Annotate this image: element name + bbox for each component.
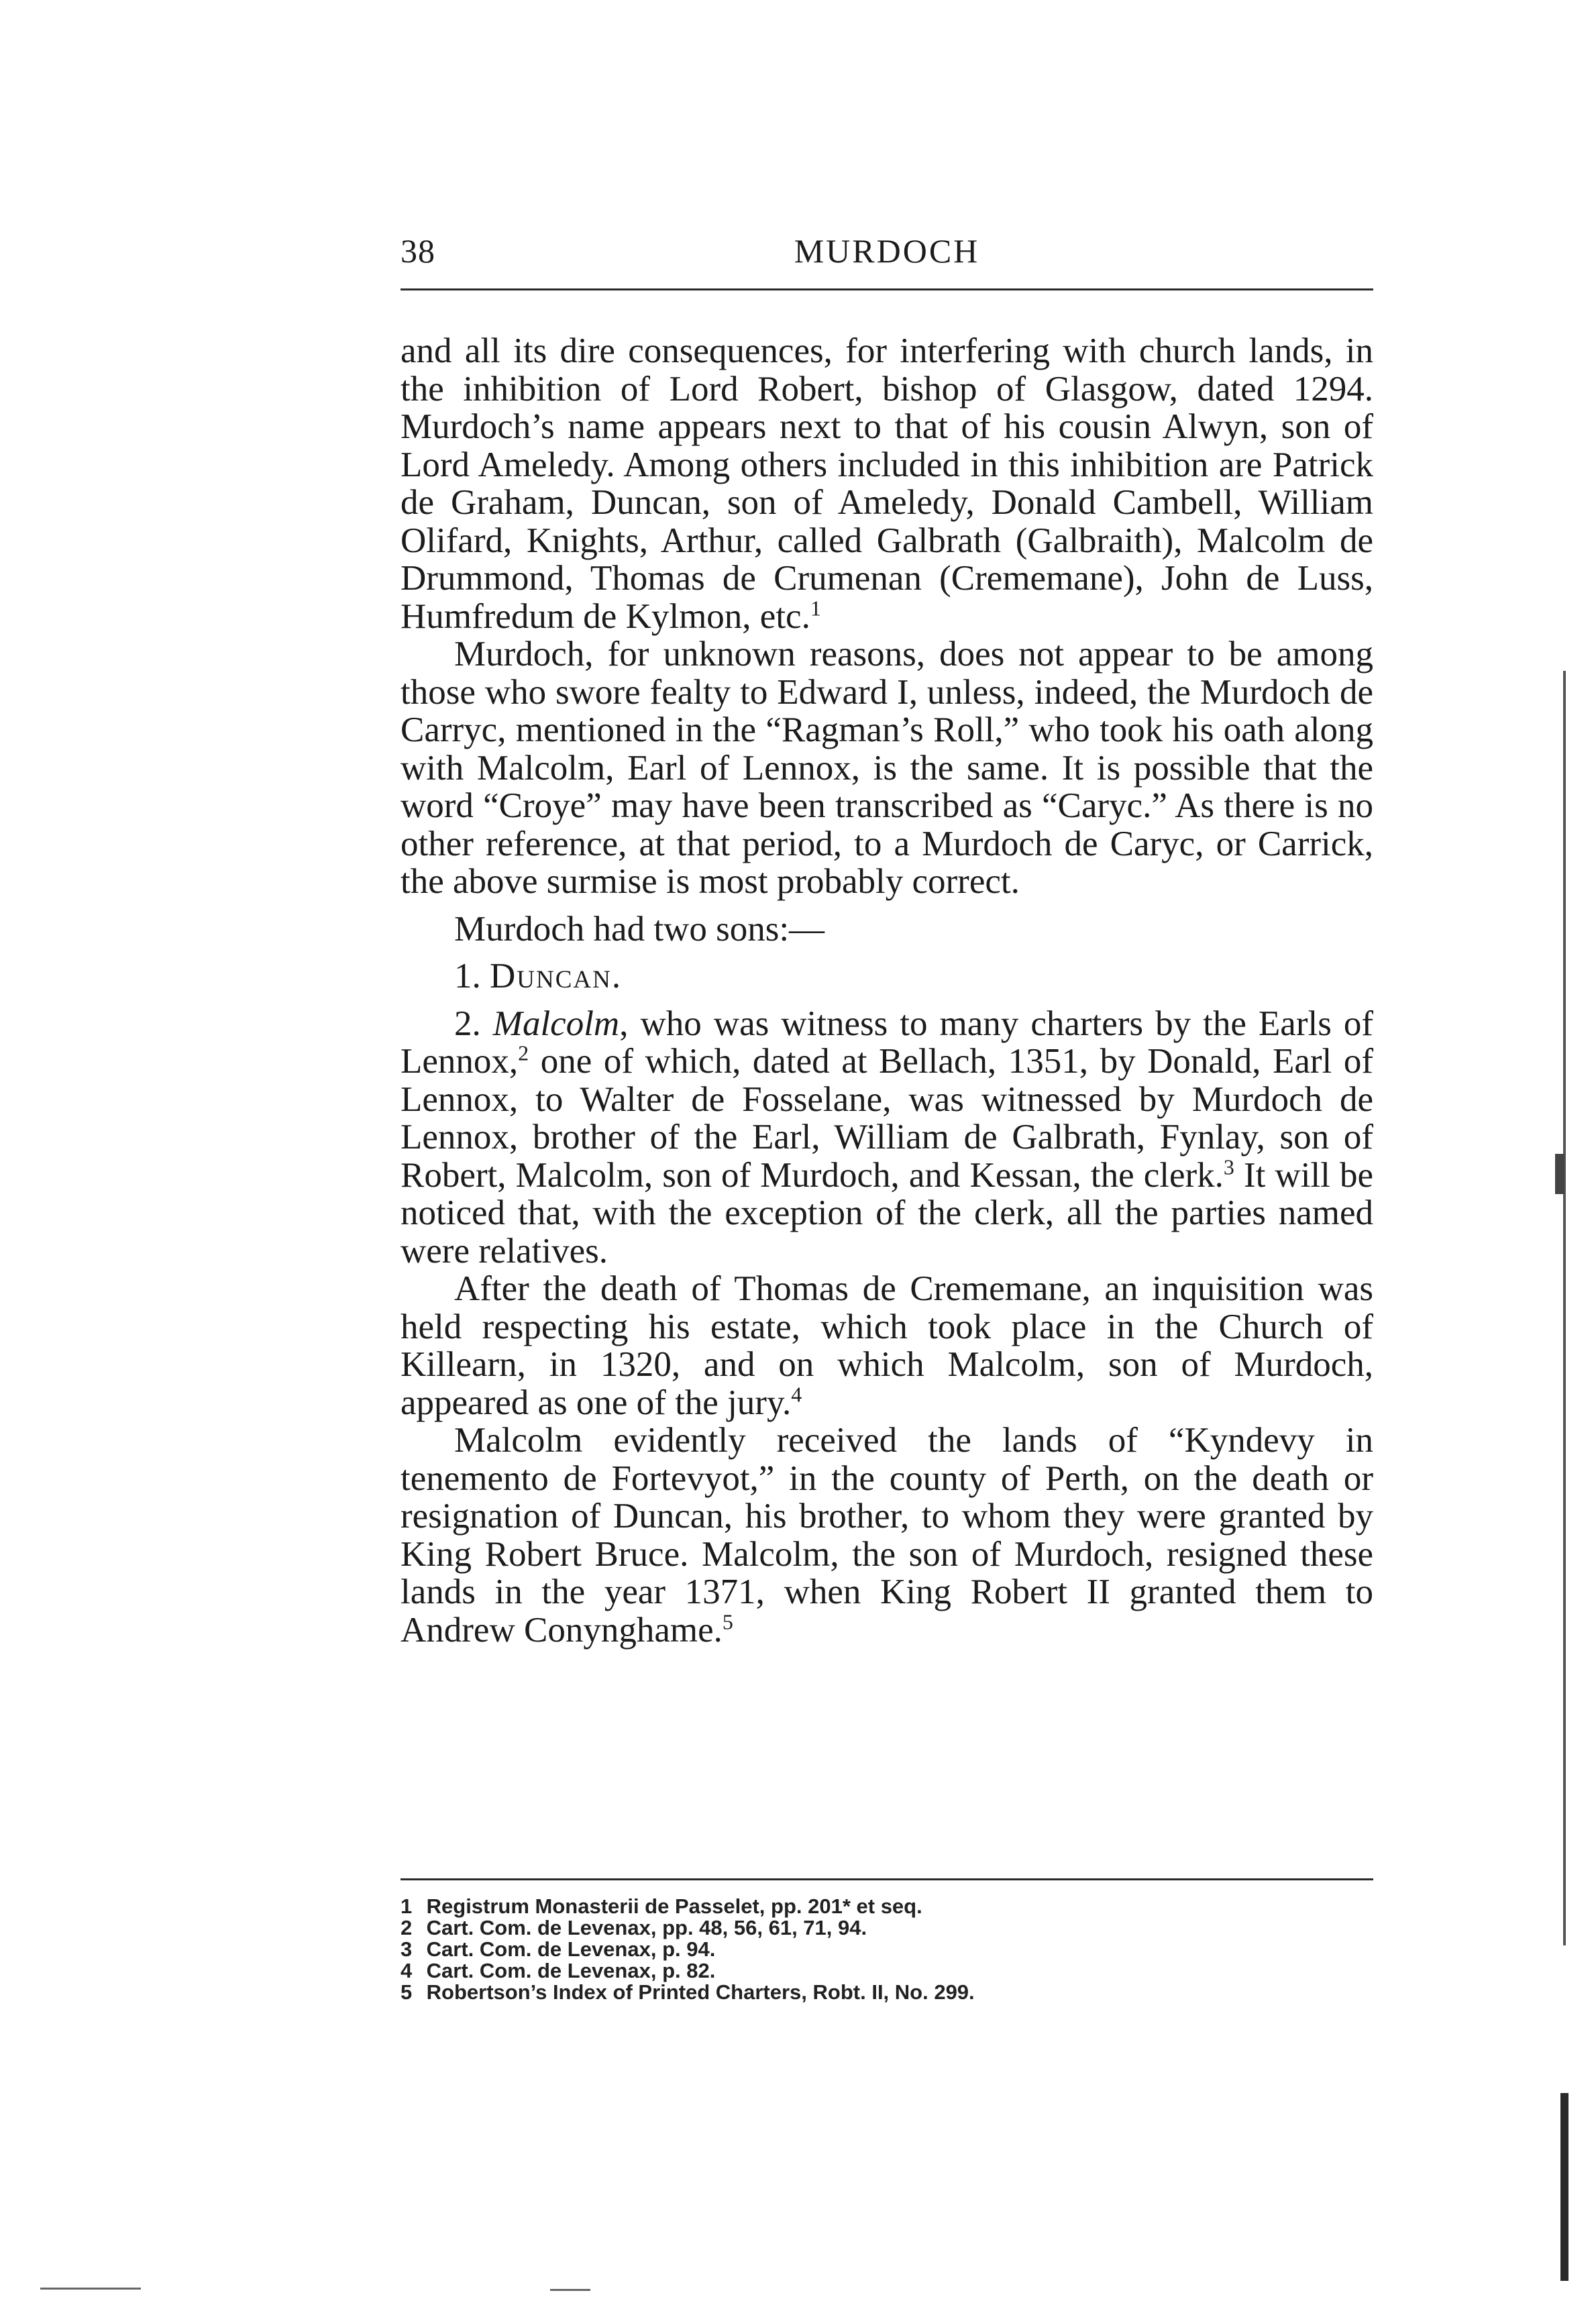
header-rule: [401, 288, 1373, 290]
footnote-ref-5: 5: [722, 1609, 733, 1633]
paragraph-lands: [401, 1422, 1373, 1649]
footnote-number: 3: [401, 1937, 413, 1961]
paragraph-inquisition-text: After the death of Thomas de Crememane, an inquisition was held respecting his estate, which took place in the Church of Killearn, in 1320, and on which Malcolm, son of Murdoch, appeared as one of the jury.: [401, 1269, 1373, 1422]
footnote-text: Cart. Com. de Levenax, p. 94.: [426, 1937, 716, 1961]
son-2-number: 2.: [454, 1004, 481, 1043]
footnote: [401, 1896, 1373, 1917]
footnotes: [401, 1896, 1373, 2003]
page-header: [401, 231, 1373, 278]
footnote-number: 1: [401, 1894, 413, 1918]
footnote-number: 2: [401, 1916, 413, 1939]
footnote: [401, 1939, 1373, 1960]
footnote-text: Cart. Com. de Levenax, p. 82.: [426, 1959, 716, 1982]
son-1-number: 1.: [454, 957, 481, 996]
paragraph-inquisition: [401, 1270, 1373, 1422]
paragraph-1: [401, 332, 1373, 635]
son-1-name: Duncan.: [490, 957, 623, 996]
scan-edge-line: [1563, 671, 1566, 1945]
body-text: [401, 332, 1373, 1649]
paragraph-sons-intro: Murdoch had two sons:—: [454, 909, 825, 949]
page-number: 38: [401, 232, 435, 270]
son-2-text-b: one of which, dated at Bellach, 1351, by Donald, Earl of Lennox, to Walter de Fosselane, was witnessed by Murdoch de Lennox, brother of the Earl, William de Galbrath, Fynlay, son of Robert, Malcolm, son of Murdoch, and Kessan, the clerk.: [401, 1042, 1373, 1195]
son-1-entry: [401, 957, 1373, 996]
footnote-number: 4: [401, 1959, 413, 1982]
footnote-text: Robertson’s Index of Printed Charters, Robt. II, No. 299.: [426, 1980, 975, 2004]
footnote-rule: [401, 1878, 1373, 1880]
son-2-text-a: , who was witness to many charters by the Earls of Lennox,: [401, 1004, 1373, 1081]
paragraph-2: Murdoch, for unknown reasons, does not appear to be among those who swore fealty to Edward I, unless, indeed, the Murdoch de Carryc, mentioned in the “Ragman’s Roll,” who took his oath along with Malcolm, Earl of Lennox, is the same. It is possible that the word “Croye” may have been transcribed as “Caryc.” As there is no other reference, at that period, to a Murdoch de Caryc, or Carrick, the above surmise is most probably correct.: [401, 635, 1373, 901]
footnote-ref-4: 4: [791, 1381, 802, 1406]
scan-edge-mark: [1555, 1154, 1564, 1194]
scan-bottom-line: [550, 2289, 590, 2291]
footnote-text: Registrum Monasterii de Passelet, pp. 201* et seq.: [426, 1894, 922, 1918]
footnote: [401, 1917, 1373, 1939]
footnote-number: 5: [401, 1980, 413, 2004]
scan-bottom-line: [40, 2288, 141, 2290]
footnote-text: Cart. Com. de Levenax, pp. 48, 56, 61, 71, 94.: [426, 1916, 867, 1939]
footnote: [401, 1960, 1373, 1982]
son-2-entry: [401, 1005, 1373, 1271]
son-2-text-c: It will be noticed that, with the exception of the clerk, all the parties named were relatives.: [401, 1155, 1373, 1271]
running-head: MURDOCH: [794, 232, 980, 270]
footnote-ref-3: 3: [1223, 1154, 1234, 1179]
son-2-name: Malcolm: [492, 1004, 620, 1043]
footnote-ref-1: 1: [810, 595, 821, 620]
footnote-ref-2: 2: [518, 1040, 529, 1065]
paragraph-1-text: and all its dire consequences, for interfering with church lands, in the inhibition of Lord Robert, bishop of Glasgow, dated 1294. Murdoch’s name appears next to that of his cousin Alwyn, son of Lord Ameledy. Among others included in this inhibition are Patrick de Graham, Duncan, son of Ameledy, Donald Cambell, William Olifard, Knights, Arthur, called Galbrath (Galbraith), Malcolm de Drummond, Thomas de Crumenan (Crememane), John de Luss, Humfredum de Kylmon, etc.: [401, 331, 1373, 636]
paragraph-lands-text: Malcolm evidently received the lands of “Kyndevy in tenemento de Fortevyot,” in the county of Perth, on the death or resignation of Duncan, his brother, to whom they were granted by King Robert Bruce. Malcolm, the son of Murdoch, resigned these lands in the year 1371, when King Robert II granted them to Andrew Conynghame.: [401, 1421, 1373, 1650]
scan-edge-mark: [1560, 2093, 1568, 2281]
footnote: [401, 1982, 1373, 2003]
